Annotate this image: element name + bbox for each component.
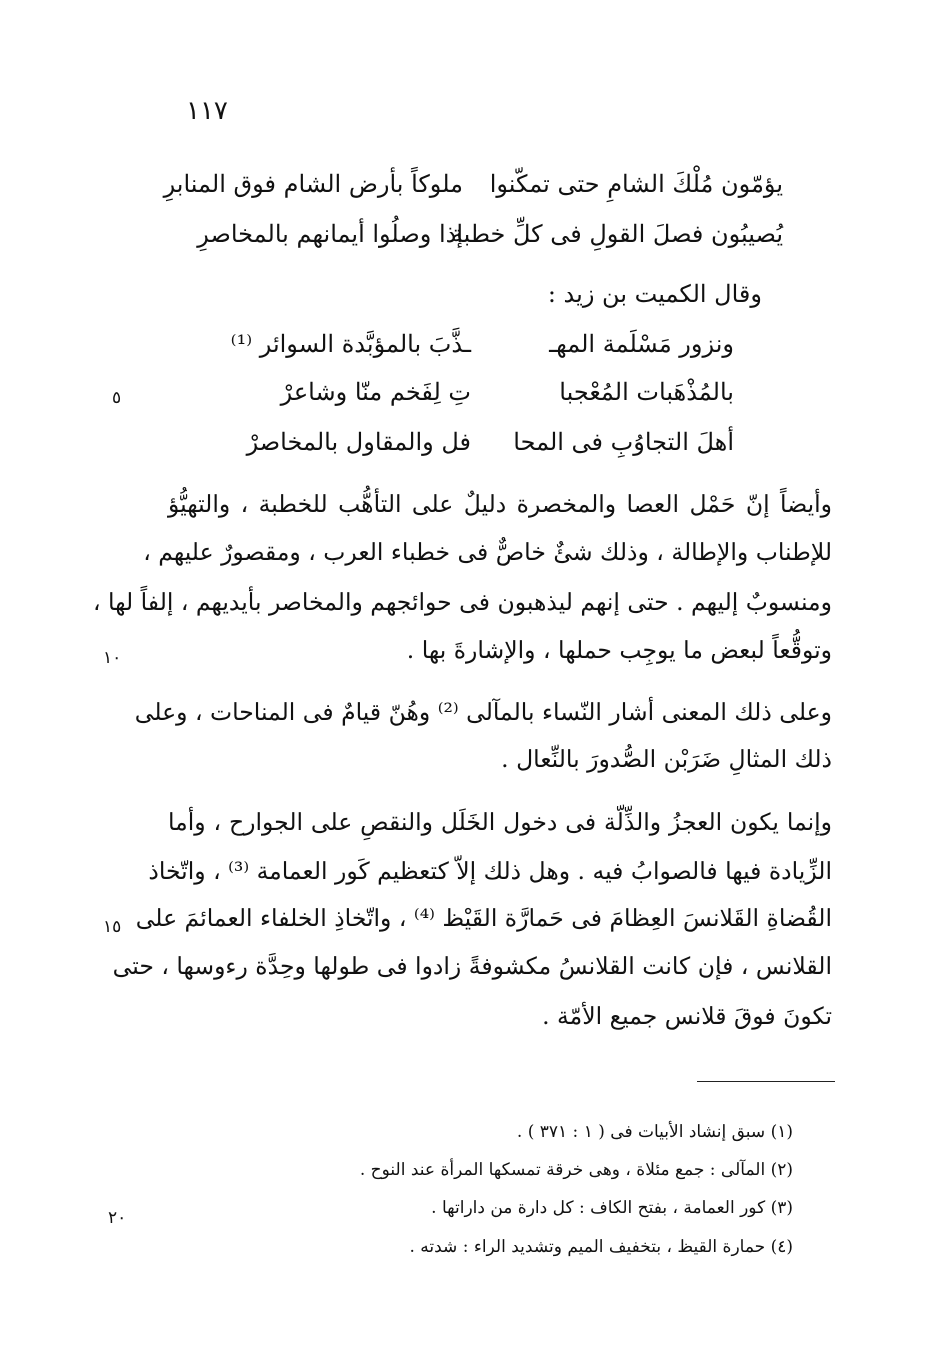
margin-line-number: ٥ — [112, 388, 122, 408]
text-line: وأيضاً إنّ حَمْل العصا والمخصرة دليلٌ على التأهُّب للخطبة ، والتهيُّؤ — [168, 490, 832, 518]
margin-line-number: ٢٠ — [108, 1208, 127, 1228]
verse-hemistich: أهلَ التجاوُبِ فى المحا — [513, 428, 734, 456]
verse-hemistich: يُصيبُون فصلَ القولِ فى كلِّ خطبة — [450, 220, 783, 248]
text-line: تكونَ فوقَ قلانس جميع الأمّة . — [542, 1002, 832, 1030]
verse-hemistich: تِ لِفَخم منّا وشاعرْ — [280, 378, 471, 406]
text-line: الزِّيادة فيها فالصوابُ فيه . وهل ذلك إلاّ كتعظيم كَور العمامة ⁽³⁾ ، واتّخاذ — [148, 857, 832, 885]
verse-hemistich: ـذَّبَ بالمؤبَّدة السوائر ⁽¹⁾ — [230, 330, 471, 358]
footnote-separator — [697, 1081, 835, 1082]
verse-hemistich: ملوكاً بأرض الشام فوق المنابرِ — [163, 170, 463, 198]
footnote: (١) سبق إنشاد الأبيات فى ( ١ : ٣٧١ ) . — [516, 1122, 793, 1142]
footnote: (٢) المآلى : جمع مئلاة ، وهى خرقة تمسكها المرأة عند النوح . — [359, 1160, 793, 1180]
verse-hemistich: يؤمّون مُلْكَ الشامِ حتى تمكّنوا — [489, 170, 783, 198]
text-line: القُضاةِ القَلانسَ العِظامَ فى حَمارَّة القَيْظ ⁽⁴⁾ ، واتّخاذِ الخلفاء العمائمَ على — [135, 904, 832, 932]
margin-line-number: ١٠ — [103, 648, 122, 668]
text-line: وإنما يكون العجزُ والذِّلّة فى دخول الخَلَل والنقصِ على الجوارح ، وأما — [168, 808, 832, 836]
margin-line-number: ١٥ — [103, 917, 122, 937]
text-line: ومنسوبٌ إليهم . حتى إنهم ليذهبون فى حوائجهم والمخاصر بأيديهم ، إلفاً لها ، — [92, 588, 832, 616]
text-line: وتوقُّعاً لبعض ما يوجِب حملها ، والإشارةَ بها . — [406, 636, 832, 664]
text-line: وعلى ذلك المعنى أشار النّساء بالمآلى ⁽²⁾ وهُنّ قيامٌ فى المناحات ، وعلى — [134, 698, 832, 726]
page-number: ١١٧ — [186, 96, 228, 126]
text-line: للإطناب والإطالة ، وذلك شئٌ خاصٌّ فى خطباء العرب ، ومقصورٌ عليهم ، — [143, 538, 832, 566]
text-line: القلانس ، فإن كانت القلانسُ مكشوفةً زادوا فى طولها وحِدَّة رءوسها ، حتى — [112, 952, 832, 980]
verse-hemistich: بالمُذْهَبات المُعْجبا — [559, 378, 734, 406]
verse-hemistich: ونزور مَسْلَمة المهـ — [549, 330, 734, 358]
verse-hemistich: فل والمقاول بالمخاصرْ — [246, 428, 471, 456]
poem-intro: وقال الكميت بن زيد : — [547, 280, 762, 308]
footnote: (٣) كور العمامة ، بفتح الكاف : كل دارة من داراتها . — [431, 1198, 793, 1218]
text-line: ذلك المثالِ ضَرَبْن الصُّدورَ بالنِّعال . — [501, 745, 832, 773]
verse-hemistich: إذا وصلُوا أيمانهم بالمخاصرِ — [197, 220, 463, 248]
footnote: (٤) حمارة القيظ ، بتخفيف الميم وتشديد الراء : شدته . — [409, 1237, 793, 1257]
